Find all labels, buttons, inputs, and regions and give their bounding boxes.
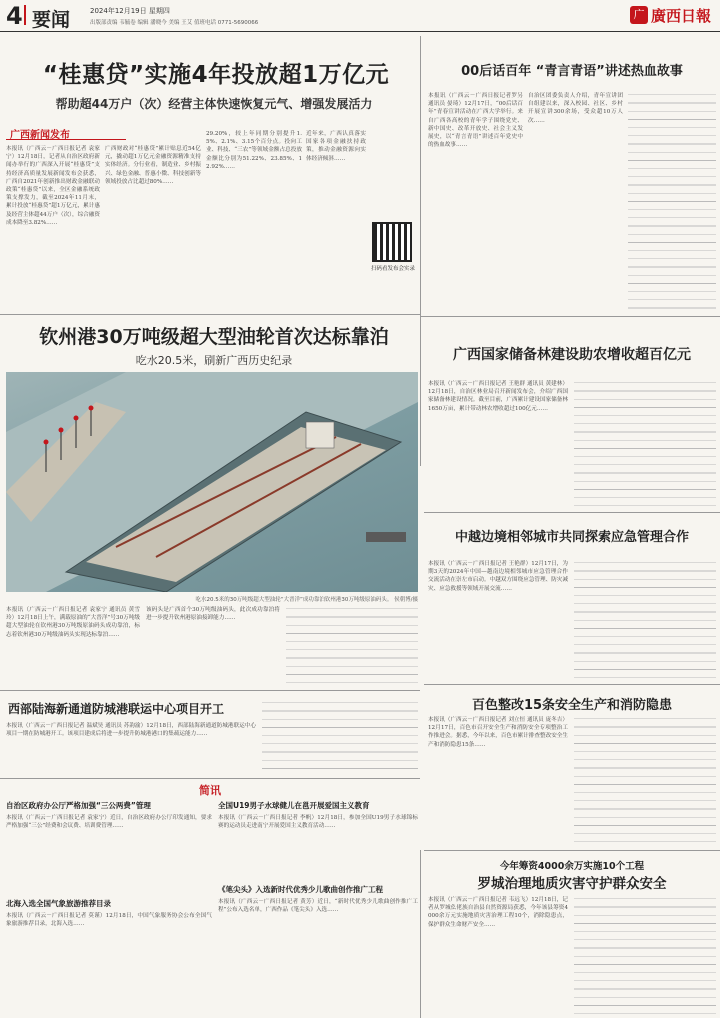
safety-headline: 百色整改15条安全生产和消防隐患 xyxy=(471,698,673,713)
forest-body: 本报讯（广西云－广西日报记者 王艳群 通讯员 黄建林）12月18日，自治区林业局召开新闻发布会，介绍广西国家储备林建设情况。截至目前，广西累计建设国家储备林1650万亩，累计带动林农增收超过100亿元…… xyxy=(428,381,568,412)
divider xyxy=(420,36,421,466)
port-body-col1: 本报讯（广西云－广西日报记者 袁家宁 通讯员 黄雪玲）12月18日上午，满载原油的“大晋洋”号30万吨级超大型油轮在钦州港30万吨级原油码头成功靠泊，标志着钦州港30万吨级油码头实现达标靠泊…… xyxy=(6,607,140,638)
brief-title-3: 北海入选全国气象旅游推荐目录 xyxy=(6,899,111,908)
safety-body-col2 xyxy=(574,716,716,846)
logo-text: 廣西日報 xyxy=(651,7,712,25)
brief-title-2: 全国U19男子水球健儿在邕开展爱国主义教育 xyxy=(218,801,370,810)
brief-body-3: 本报讯（广西云－广西日报记者 莫谨）12月18日，中国气象服务协会公布全国气象旅游推荐目录，北海入选…… xyxy=(6,913,212,928)
divider xyxy=(0,690,420,691)
forest-headline: 广西国家储备林建设助农增收超百亿元 xyxy=(453,347,691,363)
youth-body-col2: 自治区团委负责人介绍，青年宣讲团自组建以来，深入校园、社区、乡村开展宣讲300余场，受众超10万人次…… xyxy=(528,93,623,124)
divider xyxy=(420,850,421,1018)
lead-body-col1: 本报讯（广西云－广西日报记者 袁家宁）12月18日，记者从自治区政府新闻办举行的广西深入开展“桂惠贷”支持经济高质量发展新闻发布会获悉，广西自2021年创新推出财政金融联动政策“桂惠贷”以来，全区金融系统政策支撑发力，截至2024年11月末，累计投放“桂惠贷”超1万亿元，累计惠及经营主体超44万户（次），综合融资成本降至3.82%…… xyxy=(6,146,100,226)
divider xyxy=(0,778,420,779)
port-body-col2: 该码头是广西首个30万吨级油码头，此次成功靠泊将进一步提升钦州港原油接卸能力…… xyxy=(146,607,280,622)
brief-body-1: 本报讯（广西云－广西日报记者 袁家宁）近日，自治区政府办公厅印发通知，要求严格加强“三公”经费和会议费、培训费管理…… xyxy=(6,815,212,830)
divider xyxy=(424,850,720,851)
port-headline: 钦州港30万吨级超大型油轮首次达标靠泊 xyxy=(39,326,389,348)
divider xyxy=(424,512,720,513)
luocheng-kicker: 今年筹资4000余万实施10个工程 xyxy=(499,861,645,872)
page-number: 4 xyxy=(6,2,23,30)
brief-body-4: 本报讯（广西云－广西日报记者 黄芳）近日，“新时代优秀少儿歌曲创作推广工程”公布入选名单，广西作品《笔尖头》入选…… xyxy=(218,899,418,914)
qr-code[interactable] xyxy=(372,222,412,262)
masthead-editors: 出版部责编 韦毓卷 编辑 潘晓今 美编 王艾 值班电话 0771-5690066 xyxy=(90,20,259,26)
border-headline: 中越边境相邻城市共同探索应急管理合作 xyxy=(454,530,689,545)
lead-body-col2: 广西财政对“桂惠贷”累计贴息近54亿元，撬动超1万亿元金融资源精准支持实体经济。分行业看，制造业、乡村振兴、绿色金融、普惠小微、科技创新等领域投放占比超过80%…… xyxy=(105,146,201,185)
border-body: 本报讯（广西云－广西日报记者 王艳群）12月17日，为期3天的2024年中国—越南边境相邻城市应急管理合作交流活动在崇左市启动。中越双方围绕应急管理、防灾减灾、应急救援等领域开展交流…… xyxy=(428,561,568,592)
section-title: 要闻 xyxy=(32,9,71,31)
divider xyxy=(0,314,420,315)
port-body-col3 xyxy=(286,606,418,686)
brief-header: 简讯 xyxy=(199,784,221,797)
safety-body: 本报讯（广西云－广西日报记者 刘立恒 通讯员 庞冬吉）12月17日，百色市召开安全生产和消防安全专项整治工作推进会。据悉，今年以来，百色市累计排查整改安全生产和消防隐患15条…… xyxy=(428,717,568,748)
divider xyxy=(424,684,720,685)
luocheng-body: 本报讯（广西云－广西日报记者 韦远飞）12月18日，记者从罗城仫佬族自治县自然资源局获悉，今年该县筹资4000余万元实施地质灾害治理工程10个，消除隐患点，保护群众生命财产安全…… xyxy=(428,897,568,928)
port-caption: 吃水20.5米的30万吨级超大型油轮“大晋洋”成功靠泊钦州港30万吨级原油码头。 侯朝博/摄 xyxy=(195,597,418,603)
youth-headline: 00后话百年 “青言青语”讲述热血故事 xyxy=(461,64,683,79)
masthead-date: 2024年12月19日 星期四 xyxy=(90,7,170,15)
masthead xyxy=(0,0,720,32)
luocheng-body-col2 xyxy=(574,896,716,1014)
brief-body-2: 本报讯（广西云－广西日报记者 李帆）12月18日，参加全国U19男子水球锦标赛的运动员走进南宁开展爱国主义教育活动…… xyxy=(218,815,418,830)
xibu-body: 本报讯（广西云－广西日报记者 温斌昊 通讯员 苏韵渝）12月18日，西部陆海新通道防城港联运中心项目一期在防城港开工。该项目建成后将进一步提升防城港港口的集疏运能力…… xyxy=(6,723,256,738)
label-text: 广西新闻发布 xyxy=(10,130,70,141)
forest-body-col2 xyxy=(574,380,716,508)
brief-title-1: 自治区政府办公厅严格加强“三公两费”管理 xyxy=(6,801,151,810)
lead-subhead: 帮助超44万户（次）经营主体快速恢复元气、增强发展活力 xyxy=(55,97,373,111)
lead-headline: “桂惠贷”实施4年投放超1万亿元 xyxy=(42,62,390,88)
xibu-headline: 西部陆海新通道防城港联运中心项目开工 xyxy=(8,702,225,716)
xibu-body-col2 xyxy=(262,700,418,774)
logo-mark-icon: 广 xyxy=(630,6,648,24)
tanker-illustration xyxy=(6,372,418,592)
qr-caption: 扫码看发布会实录 xyxy=(370,266,415,272)
brief-title-4: 《笔尖头》入选新时代优秀少儿歌曲创作推广工程 xyxy=(218,885,383,894)
logo xyxy=(630,3,716,29)
section-bar xyxy=(24,5,26,25)
youth-body-col3 xyxy=(628,92,716,312)
lead-body-col3: 29.20%，较上年同期分别提升1.5%、2.1%、3.15个百分点。投向工业、科技、“三农”等领域金额占总投放金额比分别为51.22%、23.85%、12.92%…… xyxy=(206,131,302,170)
border-body-col2 xyxy=(574,560,716,680)
luocheng-headline: 罗城治理地质灾害守护群众安全 xyxy=(477,876,667,892)
port-subhead: 吃水20.5米，刷新广西历史纪录 xyxy=(135,354,293,367)
news-release-label xyxy=(6,126,126,140)
port-photo xyxy=(6,372,418,592)
divider xyxy=(420,316,720,317)
youth-body-col1: 本报讯（广西云－广西日报记者罗另 通讯员 晏琦）12月17日，“00后话百年”青春宣讲活动在广西大学举行。来自广西各高校的青年学子围绕党史、新中国史、改革开放史、社会主义发展史，以“青言青语”讲述百年党史中的热血故事…… xyxy=(428,93,523,149)
lead-body-col4: 近年来，广西认真落实国家各项金融扶持政策，推动金融资源向实体经济倾斜…… xyxy=(306,131,366,162)
